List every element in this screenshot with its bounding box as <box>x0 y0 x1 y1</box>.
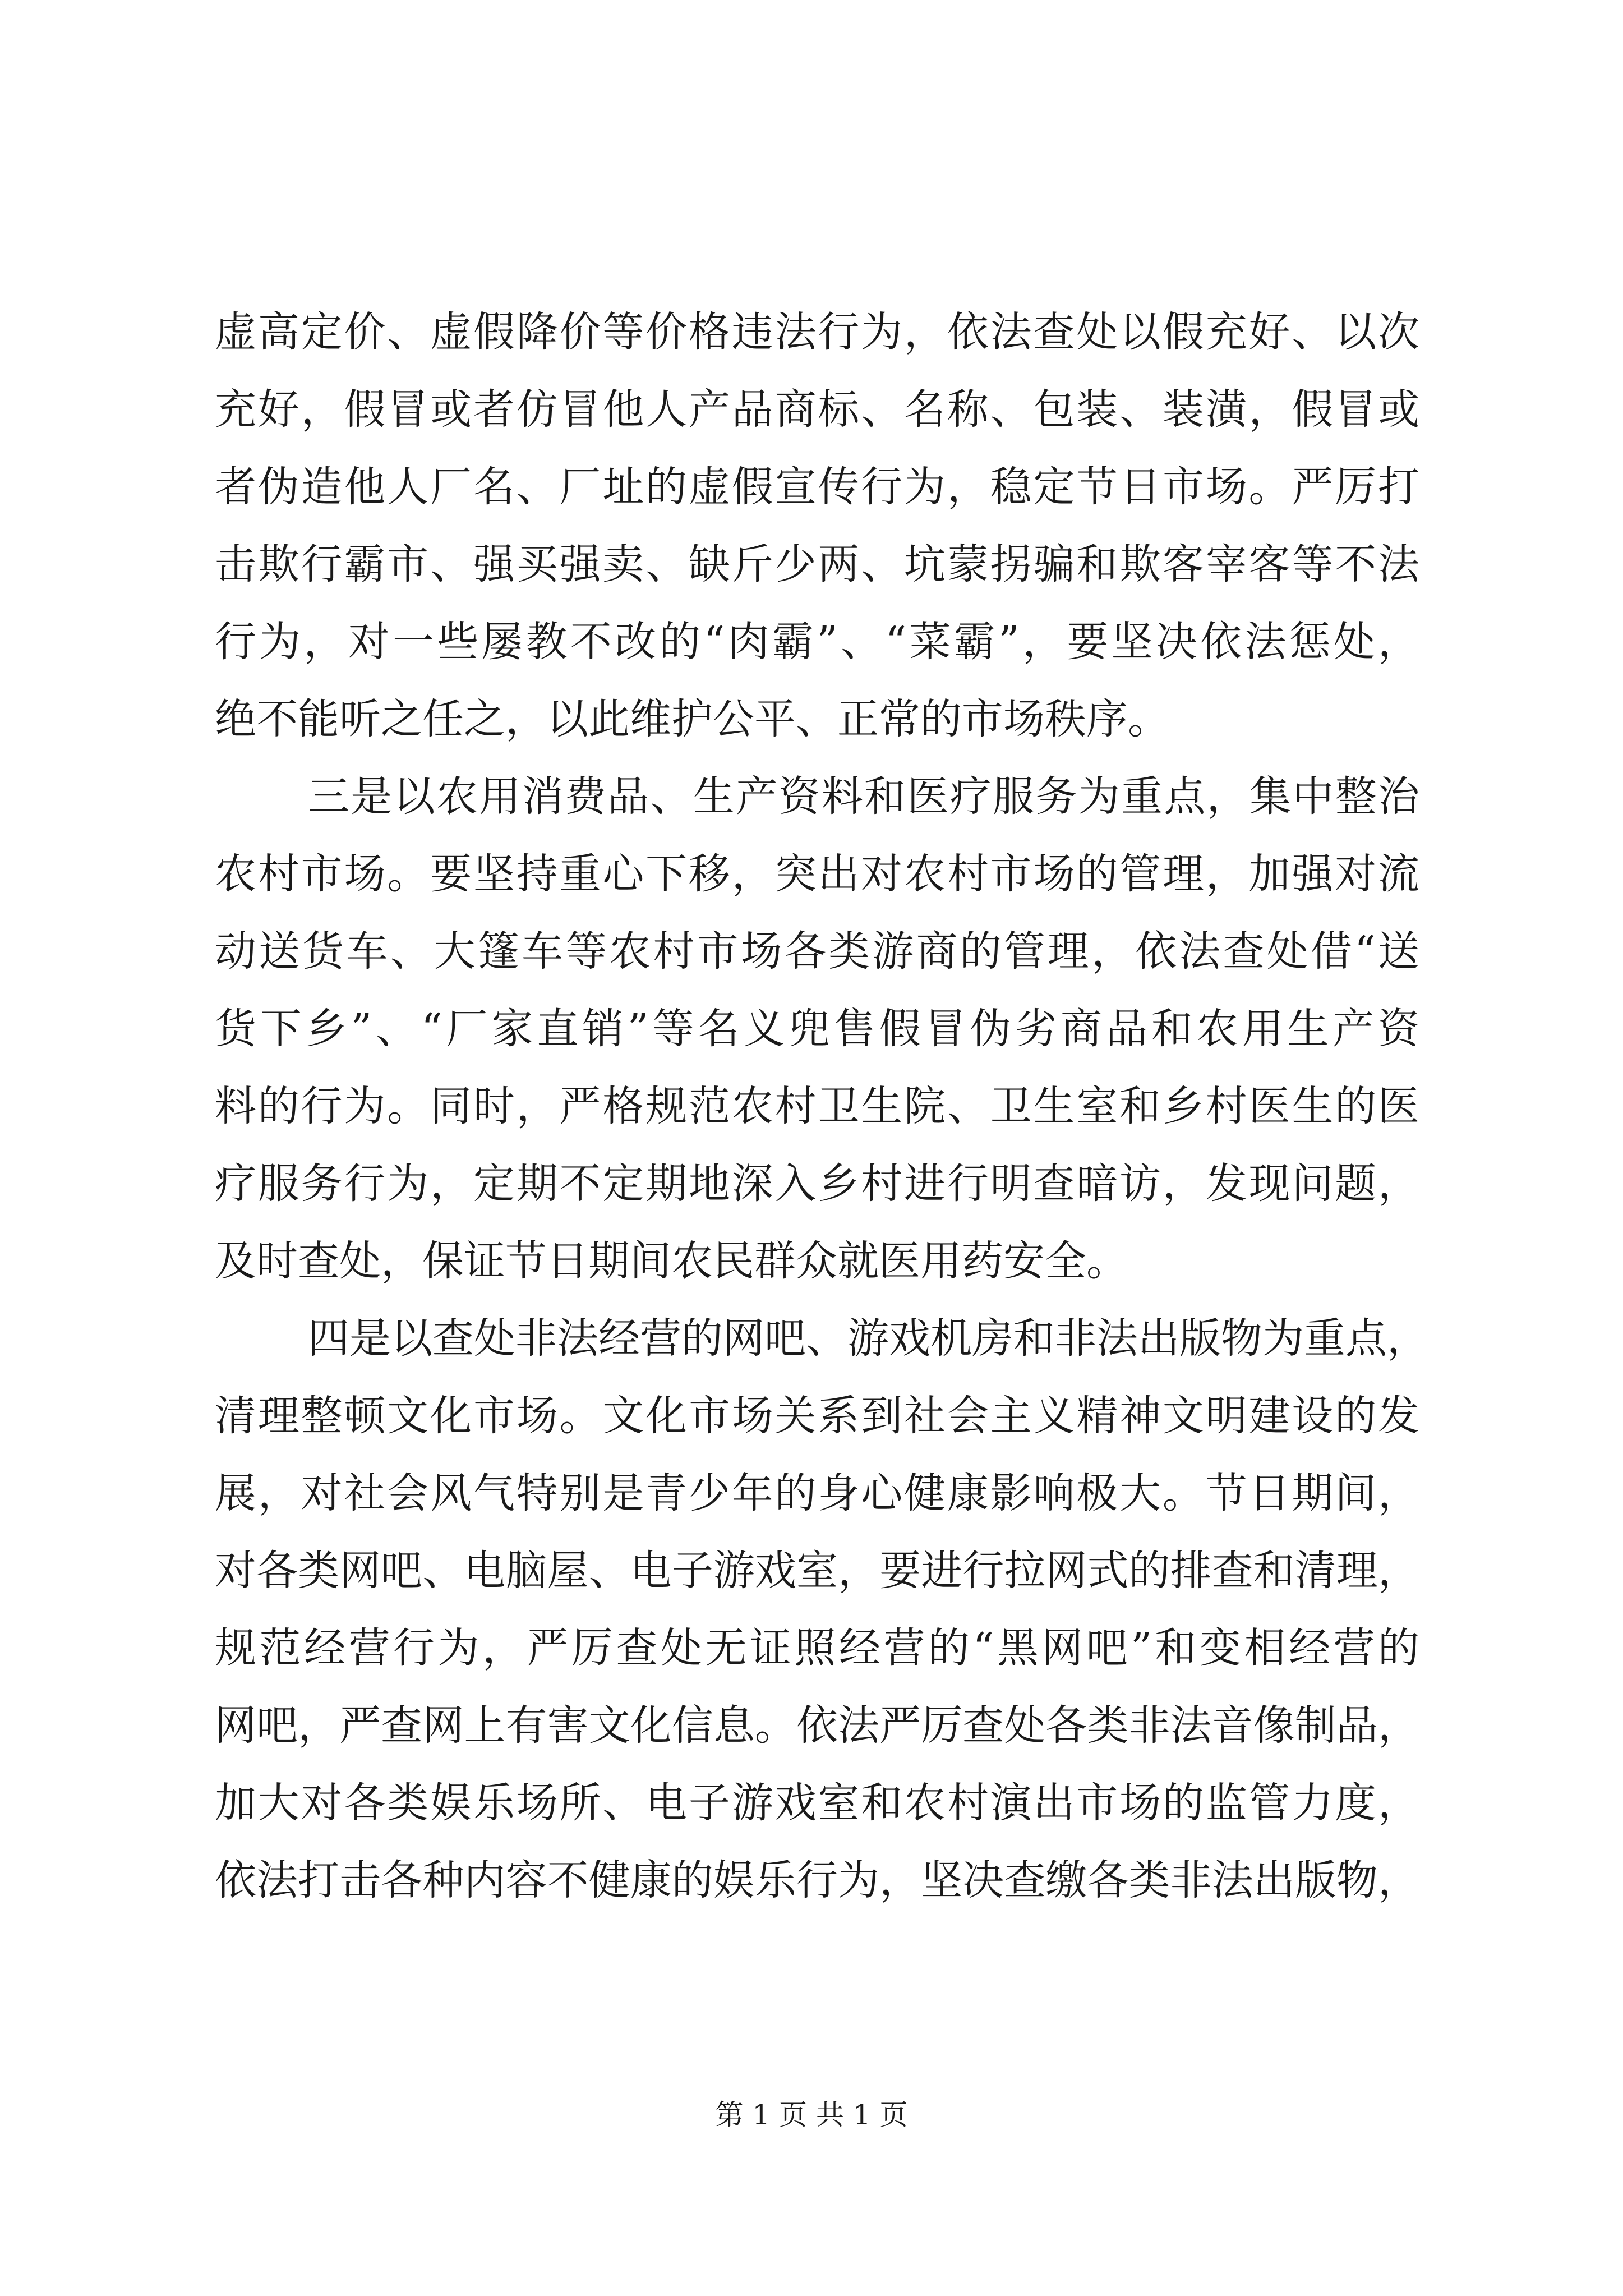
paragraph-line: 对各类网吧、电脑屋、电子游戏室，要进行拉网式的排查和清理， <box>215 1547 1419 1595</box>
paragraph-line: 及时查处，保证节日期间农民群众就医用药安全。 <box>215 1237 1128 1285</box>
paragraph-line: 料的行为。同时，严格规范农村卫生院、卫生室和乡村医生的医 <box>215 1082 1419 1130</box>
paragraph-line: 加大对各类娱乐场所、电子游戏室和农村演出市场的监管力度， <box>215 1779 1419 1827</box>
paragraph-line: 击欺行霸市、强买强卖、缺斤少两、坑蒙拐骗和欺客宰客等不法 <box>215 540 1419 588</box>
page-number-footer: 第 1 页 共 1 页 <box>715 2099 908 2131</box>
paragraph-line: 货下乡”、“厂家直销”等名义兜售假冒伪劣商品和农用生产资 <box>215 1005 1419 1053</box>
paragraph-line: 绝不能听之任之，以此维护公平、正常的市场秩序。 <box>215 695 1169 743</box>
paragraph-line: 展，对社会风气特别是青少年的身心健康影响极大。节日期间， <box>215 1469 1419 1517</box>
paragraph-line: 网吧，严查网上有害文化信息。依法严厉查处各类非法音像制品， <box>215 1701 1419 1750</box>
paragraph-line: 充好，假冒或者仿冒他人产品商标、名称、包装、装潢，假冒或 <box>215 385 1419 434</box>
paragraph-line: 四是以查处非法经营的网吧、游戏机房和非法出版物为重点， <box>308 1314 1428 1363</box>
paragraph-line: 动送货车、大篷车等农村市场各类游商的管理，依法查处借“送 <box>215 927 1419 976</box>
paragraph-line: 者伪造他人厂名、厂址的虚假宣传行为，稳定节日市场。严厉打 <box>215 463 1419 511</box>
paragraph-line: 行为，对一些屡教不改的“肉霸”、“菜霸”，要坚决依法惩处， <box>215 618 1419 666</box>
paragraph-line: 规范经营行为，严厉查处无证照经营的“黑网吧”和变相经营的 <box>215 1624 1419 1672</box>
paragraph-line: 农村市场。要坚持重心下移，突出对农村市场的管理，加强对流 <box>215 850 1419 898</box>
paragraph-line: 虚高定价、虚假降价等价格违法行为，依法查处以假充好、以次 <box>215 308 1419 356</box>
paragraph-line: 依法打击各种内容不健康的娱乐行为，坚决查缴各类非法出版物， <box>215 1856 1419 1904</box>
paragraph-line: 疗服务行为，定期不定期地深入乡村进行明查暗访，发现问题， <box>215 1159 1419 1208</box>
paragraph-line: 清理整顿文化市场。文化市场关系到社会主义精神文明建设的发 <box>215 1392 1419 1440</box>
paragraph-line: 三是以农用消费品、生产资料和医疗服务为重点，集中整治 <box>308 772 1419 821</box>
